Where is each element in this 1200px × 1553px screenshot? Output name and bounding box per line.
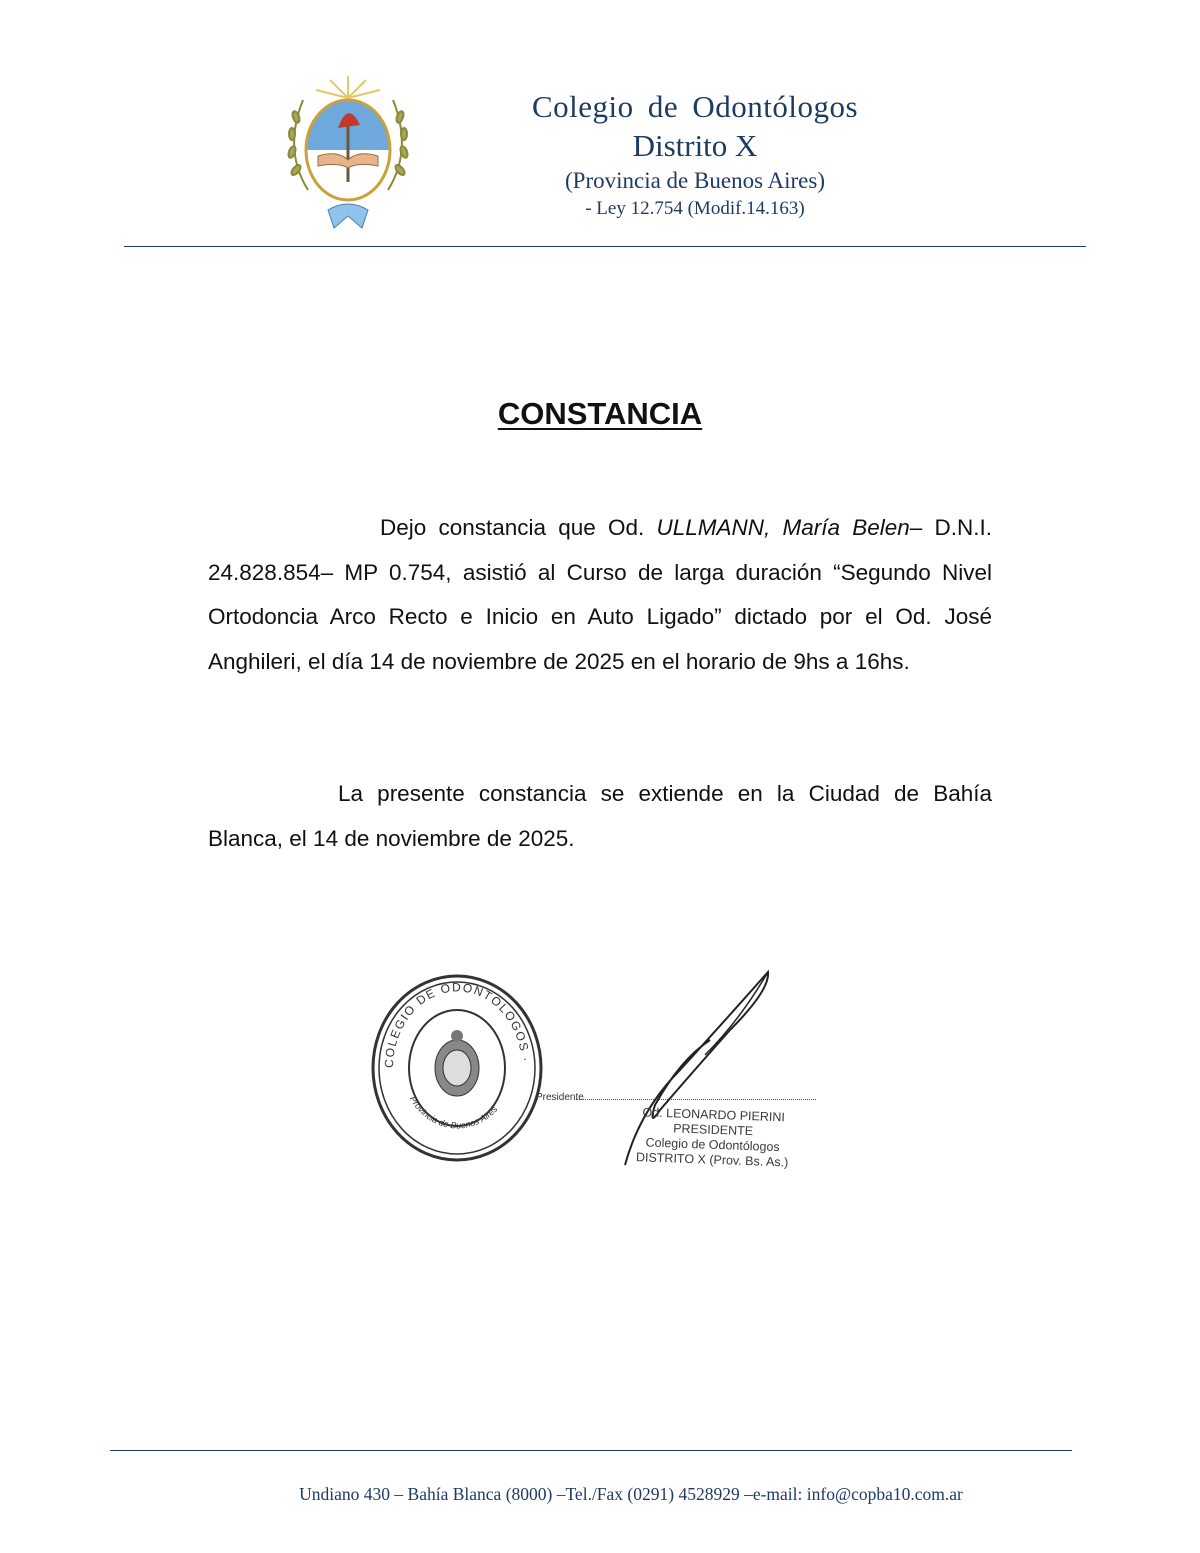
svg-text:Provincia de Buenos Aires (408, 1094, 500, 1130)
document-title: CONSTANCIA (497, 396, 703, 431)
paragraph-attendance (208, 506, 992, 684)
footer-divider (110, 1450, 1072, 1451)
paragraph-details: – D.N.I. 24.828.854– MP 0.754, asistió al Curso de larga duración “Segundo Nivel Ortodoncia Arco Recto e Inicio en Auto Ligado” dictado por el Od. José Anghileri, el día 14 de noviembre de 2025 en el horario de 9hs a 16hs. (208, 515, 992, 674)
paragraph-intro: Dejo constancia que Od. (380, 515, 657, 540)
header-divider (124, 246, 1086, 247)
signature-label: Presidente (536, 1092, 584, 1103)
signatory-block (602, 1104, 824, 1172)
footer-contact: Undiano 430 – Bahía Blanca (8000) –Tel./Fax (0291) 4528929 –e-mail: info@copba10.com.ar (299, 1484, 963, 1504)
institution-district: Distrito X (632, 128, 758, 163)
institution-law: - Ley 12.754 (Modif.14.163) (585, 198, 805, 219)
signatory-org: Colegio de Odontólogos (645, 1135, 780, 1155)
coat-of-arms-logo (278, 70, 418, 235)
institution-province: (Provincia de Buenos Aires) (565, 168, 825, 193)
seal-inner-text: Provincia de Buenos Aires (407, 1094, 500, 1131)
paragraph-issuance: La presente constancia se extiende en la Ciudad de Bahía Blanca, el 14 de noviembre de 2025. (208, 781, 992, 851)
signatory-role: PRESIDENTE (672, 1121, 754, 1139)
seal-outer-text: COLEGIO DE ODONTOLOGOS · (381, 980, 533, 1069)
signatory-district: DISTRITO X (Prov. Bs. As.) (635, 1150, 789, 1170)
institution-name: Colegio de Odontólogos (531, 89, 859, 124)
signatory-name: Od. LEONARDO PIERINI (642, 1105, 786, 1125)
institution-header (500, 88, 890, 222)
attendee-name: ULLMANN, María Belen (656, 515, 910, 540)
official-seal (365, 968, 550, 1168)
